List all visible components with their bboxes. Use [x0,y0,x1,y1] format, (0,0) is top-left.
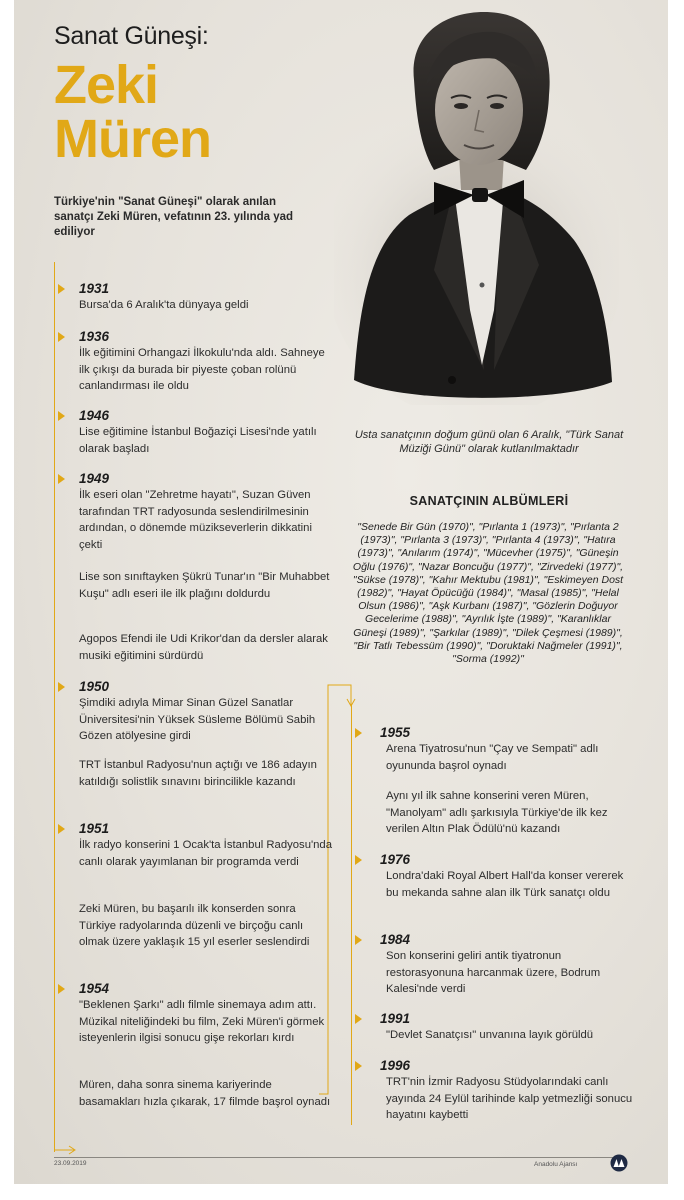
year-label: 1991 [380,1011,411,1026]
event-text: Bursa'da 6 Aralık'ta dünyaya geldi [79,299,249,311]
event-text: Londra'daki Royal Albert Hall'da konser vererek bu mekanda sahne alan ilk Türk sanatçı oldu [386,870,624,899]
event-text: "Devlet Sanatçısı" unvanına layık görüldü [386,1029,594,1041]
event-text: TRT İstanbul Radyosu'nun açtığı ve 186 adayın katıldığı solistlik sınavını birincilikle kazandı [79,759,317,788]
year-label: 1950 [79,679,110,694]
albums-title: SANATÇININ ALBÜMLERİ [409,494,569,508]
timeline-marker [58,411,65,421]
timeline-marker [355,935,362,945]
footer-date: 23.09.2019 [54,1160,87,1167]
timeline-marker [58,474,65,484]
timeline-marker [355,1061,362,1071]
footer-divider [54,1157,614,1158]
title-line-1: Zeki [54,55,159,115]
infographic-poster [14,0,668,1184]
albums-list: "Senede Bir Gün (1970)", "Pırlanta 1 (1973)", "Pırlanta 2 (1973)", "Pırlanta 3 (1973)", "Pırlanta 4 (1973)", "Hatıra (1973)", "Anılarım (1974)", "Mücevher (1975)", "Güneşin Oğlu (1976)", "Nazar Boncuğu (1977)", "Zirvedeki (1977)", "Sükse (1978)", "Kahır Mektubu (1981)", "Eskimeyen Dost (1982)", "Hayat Öpücüğü (1984)", "Masal (1985)", "Helal Olsun (1986)", "Aşk Kurbanı (1987)", "Gözlerin Doğuyor Gecelerime (1988)", "Ayrılık İşte (1989)", "Karanlıklar Güneşi (1989)", "Şarkılar (1989)", "Dilek Çeşmesi (1989)", "Bir Tatlı Tebessüm (1990)", "Doruktaki Nağmeler (1991)", "Sorma (1992)" [352,521,624,666]
year-label: 1951 [79,821,110,836]
event-text: Aynı yıl ilk sahne konserini veren Müren, "Manolyam" adlı şarkısıyla Türkiye'de ilk kez verilen Altın Plak Ödülü'nü kazandı [386,790,608,835]
year-label: 1976 [380,852,411,867]
title-line-2: Müren [54,109,211,169]
event-text: Zeki Müren, bu başarılı ilk konserden sonra Türkiye radyolarında düzenli ve birçoğu canlı olmak üzere yaklaşık 15 yıl eserler seslendirdi [79,903,310,948]
year-label: 1955 [380,725,411,740]
year-label: 1931 [79,281,110,296]
event-text: Arena Tiyatrosu'nun "Çay ve Sempati" adlı oyununda başrol oynadı [386,743,599,772]
footer-agency: Anadolu Ajansı [534,1161,578,1168]
event-text: İlk eseri olan "Zehretme hayatı", Suzan Güven tarafından TRT radyosunda seslendirilmesinin ardından, o dönemde müzikseverlerin dikkatini çekti [79,489,312,551]
timeline-marker [58,984,65,994]
timeline-marker [58,284,65,294]
timeline-marker [355,1014,362,1024]
timeline-marker [58,332,65,342]
event-text: İlk eğitimini Orhangazi İlkokulu'nda aldı. Sahneye ilk çıkışı da burada bir piyeste çoban rolünü canlandırması ile oldu [79,347,325,392]
photo-caption: Usta sanatçının doğum günü olan 6 Aralık, "Türk Sanat Müziği Günü" olarak kutlanılmaktadır [354,429,624,455]
agency-logo-icon [610,1154,628,1172]
year-label: 1949 [79,471,110,486]
event-text: TRT'nin İzmir Radyosu Stüdyolarındaki canlı yayında 24 Eylül tarihinde kalp yetmezliği sonucu hayatını kaybetti [386,1076,633,1121]
year-label: 1996 [380,1058,411,1073]
timeline-marker [58,682,65,692]
event-text: Lise son sınıftayken Şükrü Tunar'ın "Bir Muhabbet Kuşu" adlı eseri ile ilk plağını doldurdu [79,571,330,600]
year-label: 1936 [79,329,110,344]
event-text: Şimdiki adıyla Mimar Sinan Güzel Sanatlar Üniversitesi'nin Yüksek Süsleme Bölümü Sabih Gözen atölyesine girdi [79,697,316,742]
event-text: Lise eğitimine İstanbul Boğaziçi Lisesi'nde yatılı olarak başladı [79,426,317,455]
pretitle: Sanat Güneşi: [54,22,209,50]
event-text: Müren, daha sonra sinema kariyerinde basamakları hızla çıkarak, 17 filmde başrol oynadı [79,1079,331,1108]
event-text: İlk radyo konserini 1 Ocak'ta İstanbul Radyosu'nda canlı olarak yayımlanan bir programda verdi [79,839,332,868]
timeline-marker [58,824,65,834]
timeline-marker [355,855,362,865]
event-text: Son konserini geliri antik tiyatronun restorasyonuna harcanmak üzere, Bodrum Kalesi'nde verdi [386,950,601,995]
year-label: 1946 [79,408,110,423]
event-text: "Beklenen Şarkı" adlı filmle sinemaya adım attı. Müzikal niteliğindeki bu film, Zeki Müren'i görmek isteyenlerin ilgisi sonucu gişe rekorları kırdı [79,999,325,1044]
year-label: 1984 [380,932,411,947]
subtitle: Türkiye'nin "Sanat Güneşi" olarak anılan sanatçı Zeki Müren, vefatının 23. yılında yad ediliyor [54,196,294,238]
year-label: 1954 [79,981,110,996]
event-text: Agopos Efendi ile Udi Krikor'dan da dersler alarak musiki eğitimini sürdürdü [79,633,328,662]
timeline-marker [355,728,362,738]
